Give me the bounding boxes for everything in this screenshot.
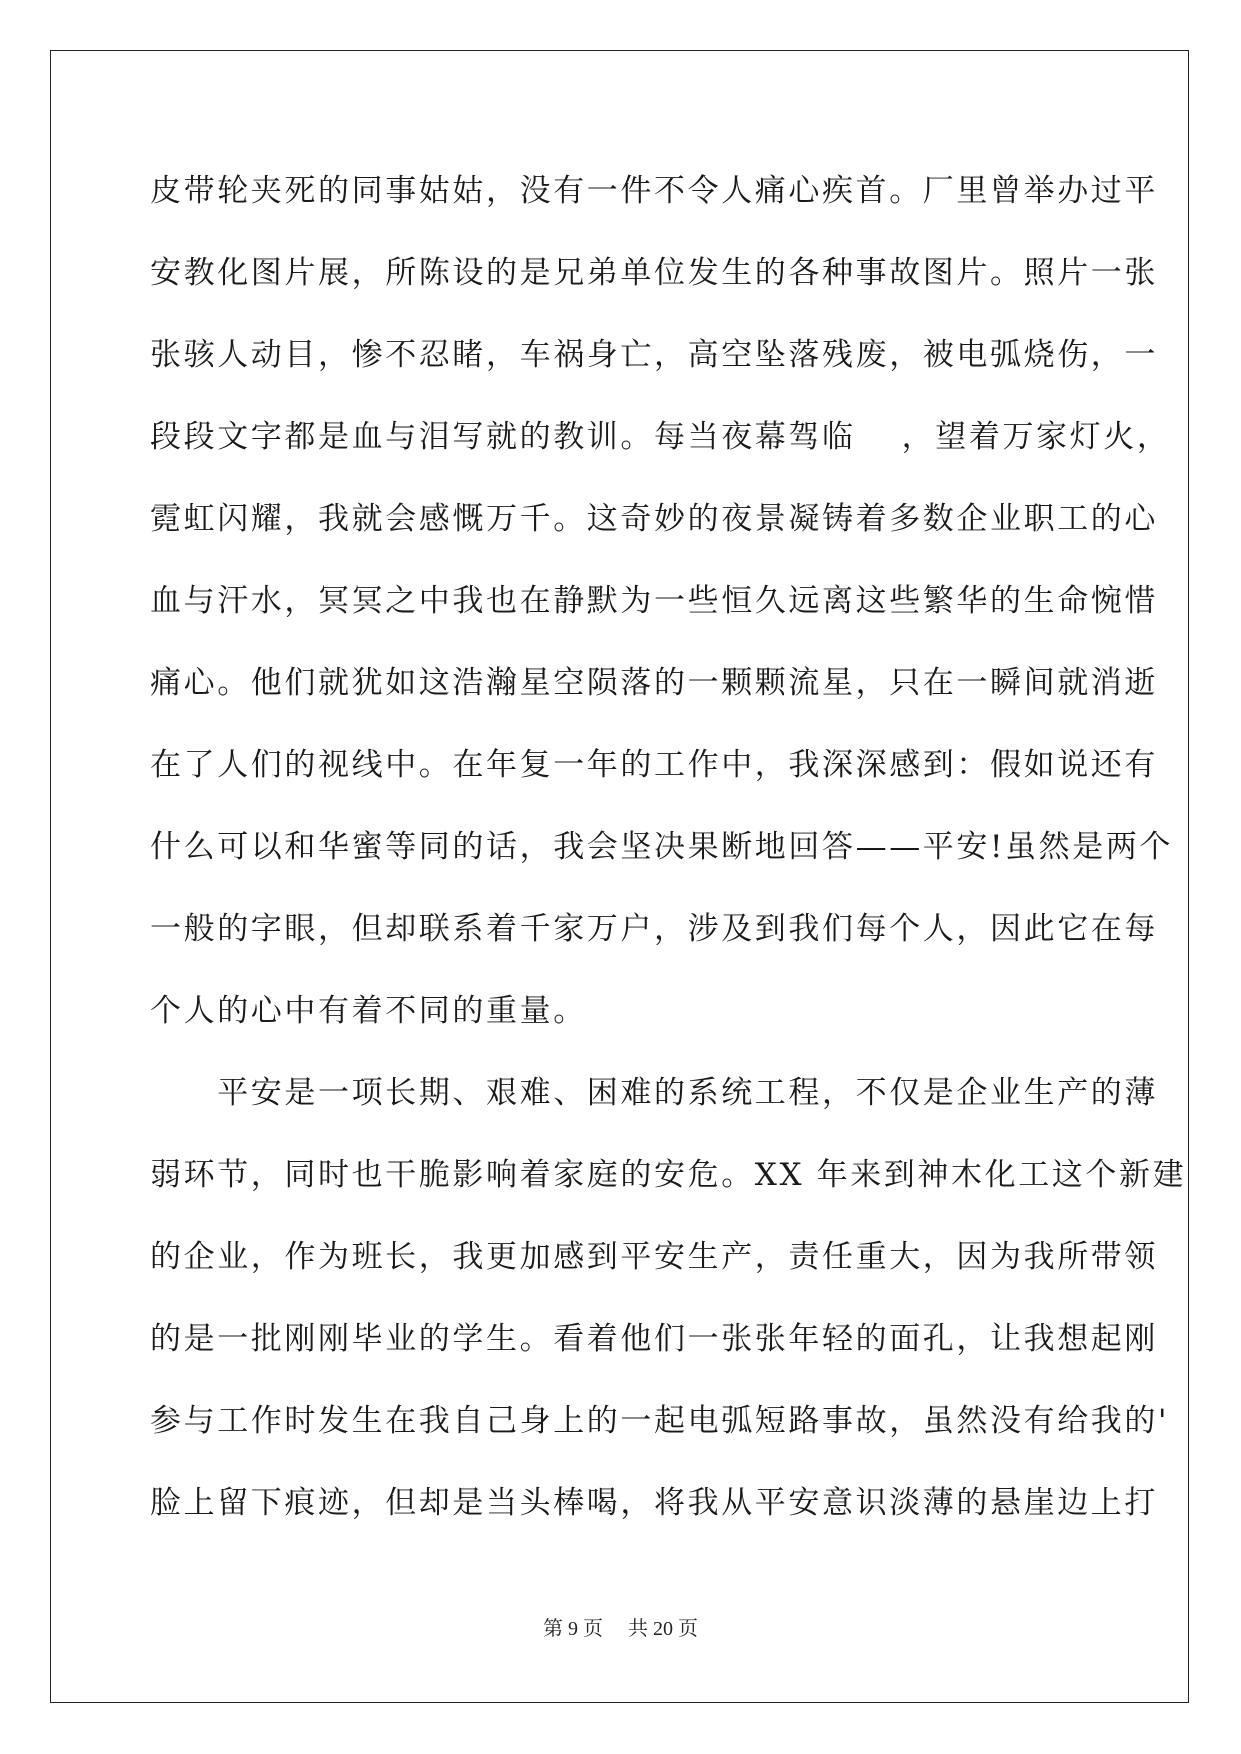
text-line: 痛心。他们就犹如这浩瀚星空陨落的一颗颗流星，只在一瞬间就消逝 xyxy=(150,665,1158,701)
text-line: 的是一批刚刚毕业的学生。看着他们一张张年轻的面孔，让我想起刚 xyxy=(150,1321,1158,1357)
text-line: 张骇人动目，惨不忍睹，车祸身亡，高空坠落残废，被电弧烧伤，一 xyxy=(150,337,1158,373)
text-line: 一般的字眼，但却联系着千家万户，涉及到我们每个人，因此它在每 xyxy=(150,911,1158,947)
text-line: 的企业，作为班长，我更加感到平安生产，责任重大，因为我所带领 xyxy=(150,1239,1158,1275)
text-line: 霓虹闪耀，我就会感慨万千。这奇妙的夜景凝铸着多数企业职工的心 xyxy=(150,501,1158,537)
text-line: 在了人们的视线中。在年复一年的工作中，我深深感到：假如说还有 xyxy=(150,747,1158,783)
text-line: 安教化图片展，所陈设的是兄弟单位发生的各种事故图片。照片一张 xyxy=(150,255,1158,291)
text-line: 皮带轮夹死的同事姑姑，没有一件不令人痛心疾首。厂里曾举办过平 xyxy=(150,173,1158,209)
text-line: 血与汗水，冥冥之中我也在静默为一些恒久远离这些繁华的生命惋惜 xyxy=(150,583,1158,619)
document-body xyxy=(150,150,1187,1544)
text-line: 平安是一项长期、艰难、困难的系统工程，不仅是企业生产的薄 xyxy=(150,1075,1158,1111)
text-line: 脸上留下痕迹，但却是当头棒喝，将我从平安意识淡薄的悬崖边上打 xyxy=(150,1485,1158,1521)
text-line: 弱环节，同时也干脆影响着家庭的安危。XX 年来到神木化工这个新建 xyxy=(150,1157,1187,1193)
text-line: 个人的心中有着不同的重量。 xyxy=(150,993,587,1029)
page-number-footer: 第 9 页 共 20 页 xyxy=(543,1618,698,1640)
text-line: 段段文字都是血与泪写就的教训。每当夜幕驾临 ，望着万家灯火， xyxy=(150,419,1171,455)
text-line: 什么可以和华蜜等同的话，我会坚决果断地回答——平安!虽然是两个 xyxy=(150,829,1174,865)
text-line: 参与工作时发生在我自己身上的一起电弧短路事故，虽然没有给我的' xyxy=(150,1403,1170,1439)
